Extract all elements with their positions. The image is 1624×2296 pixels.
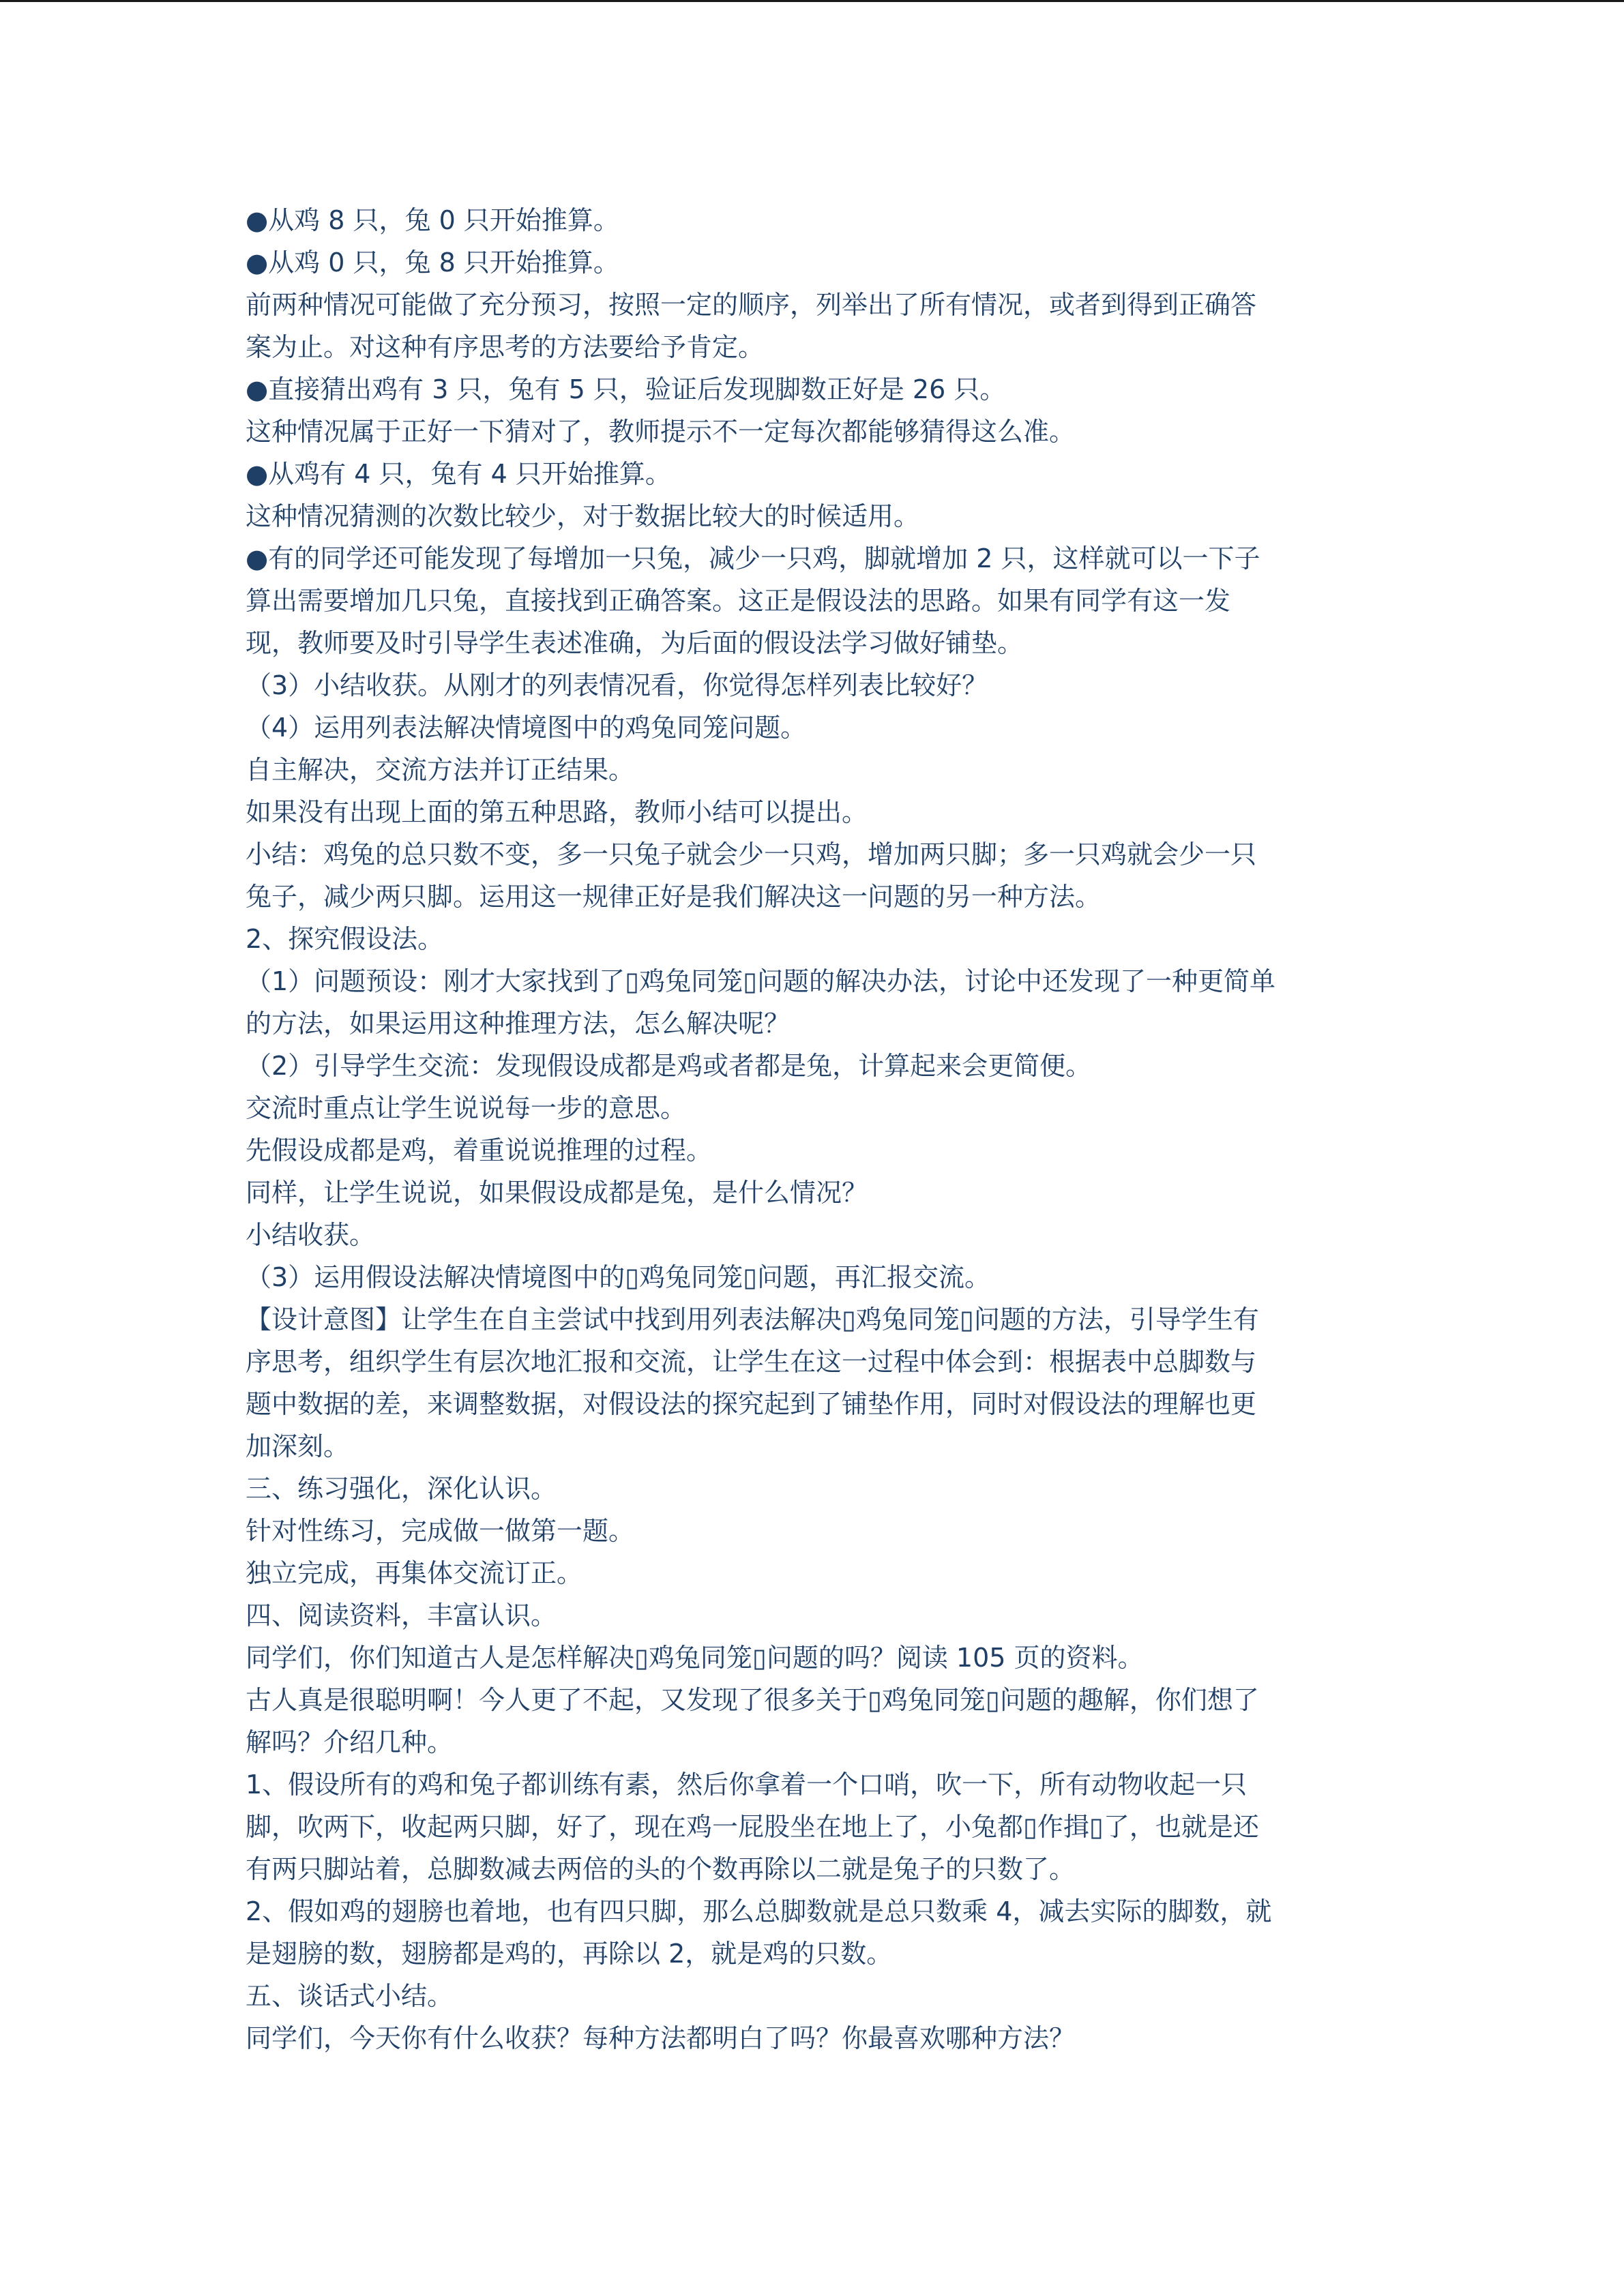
text-line: 针对性练习，完成做一做第一题。 (246, 1516, 635, 1546)
text-line: ●从鸡 8 只，兔 0 只开始推算。 (246, 205, 619, 235)
text-line: （2）引导学生交流：发现假设成都是鸡或者都是兔，计算起来会更简便。 (246, 1051, 1092, 1081)
section-heading: 四、阅读资料，丰富认识。 (246, 1600, 557, 1630)
text-line: 是翅膀的数，翅膀都是鸡的，再除以 2，就是鸡的只数。 (246, 1939, 893, 1969)
text-line: （3）小结收获。从刚才的列表情况看，你觉得怎样列表比较好？ (246, 670, 988, 700)
section-heading: 五、谈话式小结。 (246, 1981, 454, 2011)
text-line: 古人真是很聪明啊！今人更了不起，又发现了很多关于▯鸡兔同笼▯问题的趣解，你们想了 (246, 1685, 1259, 1715)
text-line: 前两种情况可能做了充分预习，按照一定的顺序，列举出了所有情况，或者到得到正确答 (246, 290, 1257, 320)
text-line: 如果没有出现上面的第五种思路，教师小结可以提出。 (246, 797, 868, 827)
text-line: ●有的同学还可能发现了每增加一只兔，减少一只鸡，脚就增加 2 只，这样就可以一下子 (246, 543, 1260, 573)
text-line: （1）问题预设：刚才大家找到了▯鸡兔同笼▯问题的解决办法，讨论中还发现了一种更简单 (246, 966, 1276, 996)
text-line: 先假设成都是鸡，着重说说推理的过程。 (246, 1135, 713, 1165)
text-line: 脚，吹两下，收起两只脚，好了，现在鸡一屁股坐在地上了，小兔都▯作揖▯了，也就是还 (246, 1812, 1259, 1842)
text-line: 小结收获。 (246, 1220, 376, 1250)
text-line: 交流时重点让学生说说每一步的意思。 (246, 1093, 687, 1123)
text-line: 有两只脚站着，总脚数减去两倍的头的个数再除以二就是兔子的只数了。 (246, 1854, 1076, 1884)
text-line: ●从鸡 0 只，兔 8 只开始推算。 (246, 248, 619, 278)
text-line: 同学们，今天你有什么收获？每种方法都明白了吗？你最喜欢哪种方法？ (246, 2023, 1076, 2053)
text-line: 这种情况猜测的次数比较少，对于数据比较大的时候适用。 (246, 501, 920, 531)
text-line: 小结：鸡兔的总只数不变，多一只兔子就会少一只鸡，增加两只脚；多一只鸡就会少一只 (246, 839, 1257, 869)
text-line: 1、假设所有的鸡和兔子都训练有素，然后你拿着一个口哨，吹一下，所有动物收起一只 (246, 1770, 1247, 1800)
text-line: 这种情况属于正好一下猜对了，教师提示不一定每次都能够猜得这么准。 (246, 417, 1076, 447)
document-body (246, 199, 1378, 2059)
text-line: 算出需要增加几只兔，直接找到正确答案。这正是假设法的思路。如果有同学有这一发 (246, 586, 1231, 616)
text-line: 的方法，如果运用这种推理方法，怎么解决呢？ (246, 1009, 791, 1039)
design-intent-line: 加深刻。 (246, 1431, 350, 1461)
design-intent-line: 题中数据的差，来调整数据，对假设法的探究起到了铺垫作用，同时对假设法的理解也更 (246, 1389, 1257, 1419)
text-line: ●直接猜出鸡有 3 只，兔有 5 只，验证后发现脚数正好是 26 只。 (246, 374, 1006, 404)
design-intent-line: 序思考，组织学生有层次地汇报和交流，让学生在这一过程中体会到：根据表中总脚数与 (246, 1347, 1257, 1377)
section-heading: 三、练习强化，深化认识。 (246, 1474, 557, 1504)
text-line: 自主解决，交流方法并订正结果。 (246, 755, 635, 785)
page-top-border (0, 0, 1624, 2)
text-line: 2、假如鸡的翅膀也着地，也有四只脚，那么总脚数就是总只数乘 4，减去实际的脚数，就 (246, 1896, 1272, 1926)
text-line: 同样，让学生说说，如果假设成都是兔，是什么情况？ (246, 1178, 868, 1208)
section-heading: 2、探究假设法。 (246, 924, 444, 954)
design-intent-line: 【设计意图】让学生在自主尝试中找到用列表法解决▯鸡兔同笼▯问题的方法，引导学生有 (246, 1304, 1259, 1335)
text-line: （4）运用列表法解决情境图中的鸡兔同笼问题。 (246, 713, 807, 743)
text-line: 案为止。对这种有序思考的方法要给予肯定。 (246, 332, 765, 362)
text-line: 兔子，减少两只脚。运用这一规律正好是我们解决这一问题的另一种方法。 (246, 882, 1102, 912)
text-line: ●从鸡有 4 只，兔有 4 只开始推算。 (246, 459, 671, 489)
text-line: 解吗？介绍几种。 (246, 1727, 454, 1757)
text-line: 独立完成，再集体交流订正。 (246, 1558, 583, 1588)
text-line: （3）运用假设法解决情境图中的▯鸡兔同笼▯问题，再汇报交流。 (246, 1262, 991, 1292)
text-line: 现，教师要及时引导学生表述准确，为后面的假设法学习做好铺垫。 (246, 628, 1024, 658)
text-line: 同学们，你们知道古人是怎样解决▯鸡兔同笼▯问题的吗？阅读 105 页的资料。 (246, 1643, 1144, 1673)
